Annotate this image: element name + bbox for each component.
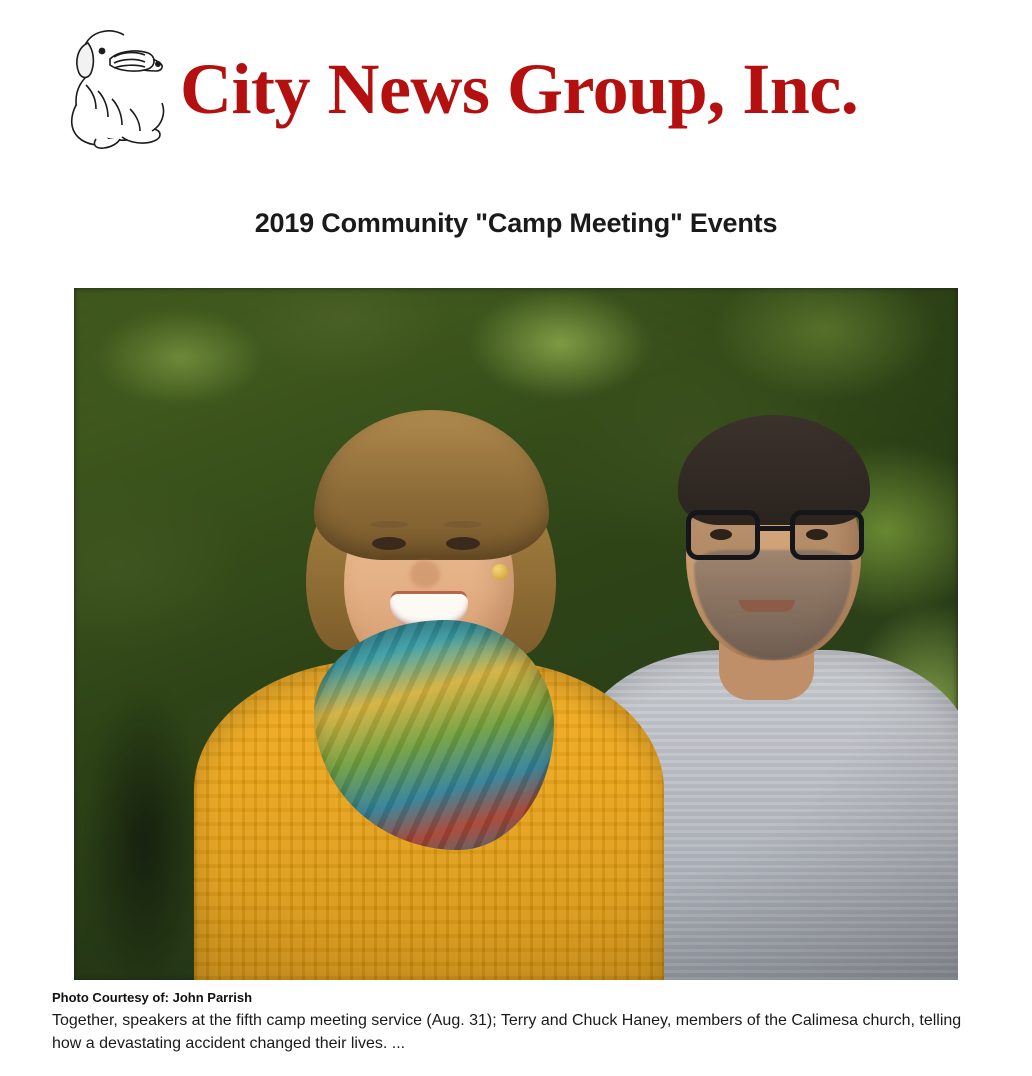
photo-credit: Photo Courtesy of: John Parrish	[52, 990, 253, 1005]
photo-canvas	[74, 288, 958, 980]
photo-subject-woman	[194, 420, 664, 980]
photo-caption: Together, speakers at the fifth camp meeting service (Aug. 31); Terry and Chuck Haney, members of the Calimesa church, telling how a devastating accident changed their lives. ...	[52, 1012, 962, 1053]
masthead	[0, 0, 1032, 150]
camp-meeting-photo	[74, 288, 958, 980]
masthead-title: City News Group, Inc.	[180, 49, 859, 129]
caption-block	[52, 990, 982, 1055]
dog-with-newspaper-logo-icon	[52, 21, 170, 151]
page-title: 2019 Community "Camp Meeting" Events	[254, 208, 778, 238]
